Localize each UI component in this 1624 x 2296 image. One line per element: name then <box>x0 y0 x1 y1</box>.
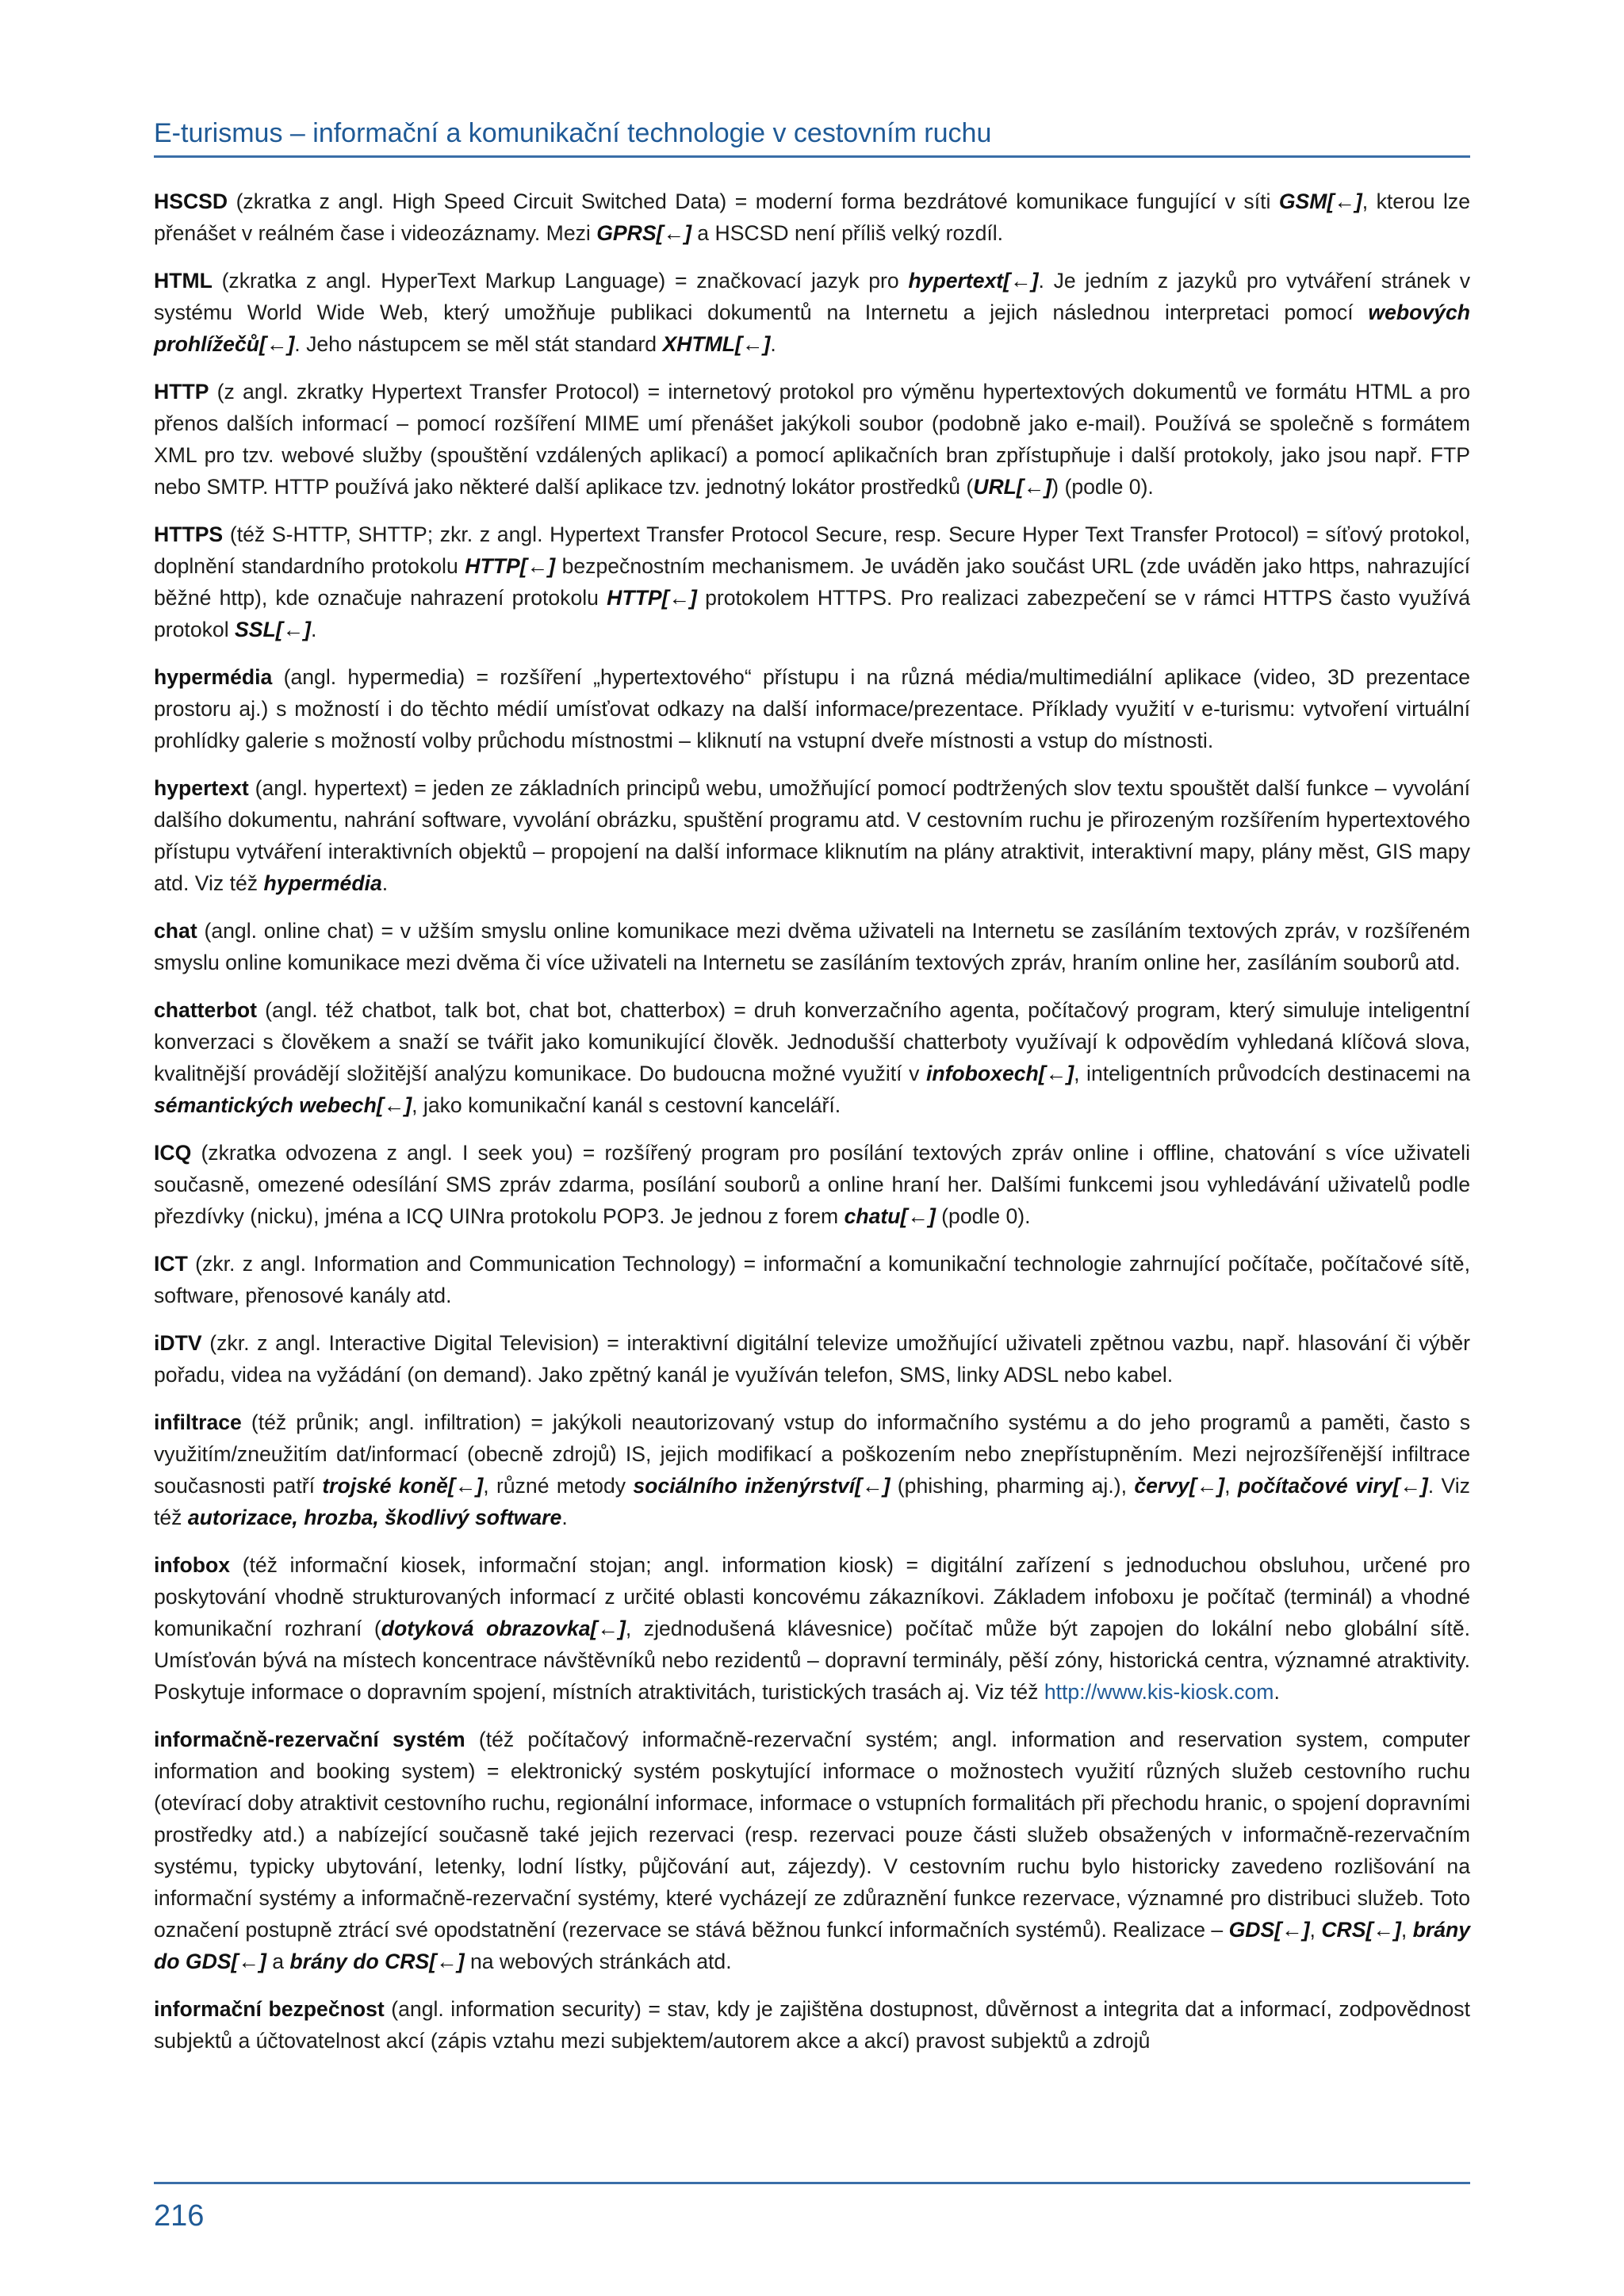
definition-text: . Viz též <box>154 1474 1470 1529</box>
back-arrow-icon: ← <box>862 1474 883 1498</box>
definition-text: (angl. online chat) = v užším smyslu online komunikace mezi dvěma uživateli na Internetu se zasíláním textových zpráv, v rozšířeném smyslu online komunikace mezi dvěma či více uživateli na Internetu se zasíláním textových zpráv, hraním online her, zasíláním souborů atd. <box>154 919 1470 974</box>
page-number: 216 <box>154 2199 205 2233</box>
cross-reference[interactable] <box>926 1062 1074 1085</box>
glossary-term: HTTPS <box>154 522 224 546</box>
glossary-entry <box>154 1549 1470 1708</box>
back-arrow-icon: ← <box>383 1093 405 1117</box>
back-arrow-icon: ← <box>238 1950 259 1973</box>
definition-text: . <box>770 332 776 356</box>
cross-reference[interactable] <box>908 269 1038 293</box>
cross-reference-label: HTTP[ <box>607 586 669 610</box>
definition-text: bezpečnostním mechanismem. Je uváděn jako součást URL (zde uváděn jako https, nahrazující běžné http), kde označuje nahrazení protokolu <box>154 554 1470 610</box>
definition-text: (angl. hypertext) = jeden ze základních principů webu, umožňující pomocí podtržených slov textu spouštět další funkce – vyvolání dalšího dokumentu, nahrání software, vyvolání obrázku, spuštění programu atd. V cestovním ruchu je přirozeným rozšířením hypertextového přístupu vytváření interaktivních objektů – propojení na další informace kliknutím na plány atraktivit, interaktivní mapy, plány měst, GIS mapy atd. Viz též <box>154 776 1470 895</box>
glossary-entry <box>154 1993 1470 2057</box>
cross-reference-label: CRS[ <box>1321 1918 1373 1942</box>
glossary-entry <box>154 186 1470 249</box>
back-arrow-icon: ← <box>907 1204 929 1228</box>
cross-reference[interactable] <box>1134 1474 1224 1498</box>
cross-reference[interactable] <box>1279 189 1362 213</box>
glossary-entry <box>154 1724 1470 1977</box>
cross-reference-label: sémantických webech[ <box>154 1093 384 1117</box>
header-rule <box>154 155 1470 158</box>
cross-reference-label: GSM[ <box>1278 189 1335 213</box>
definition-text: ) (podle 0). <box>1051 475 1154 499</box>
glossary-entry <box>154 265 1470 360</box>
glossary-entry <box>154 772 1470 899</box>
cross-reference[interactable] <box>263 871 381 895</box>
definition-text: (angl. hypermedia) = rozšíření „hypertextového“ přístupu i na různá média/multimediální aplikace (video, 3D prezentace prostoru aj.) s možností i do těchto médií umísťovat odkazy na další informace/prezentace. Příklady využití v e-turismu: vytvoření virtuální prohlídky galerie s možností volby průchodu místnostmi – kliknutí na vstupní dveře místnosti a vstup do místnosti. <box>154 665 1470 752</box>
cross-reference-label: hypermédia <box>263 871 382 895</box>
cross-reference[interactable] <box>1238 1474 1428 1498</box>
back-arrow-icon: ← <box>1023 475 1045 499</box>
definition-text: (též informační kiosek, informační stojan; angl. information kiosk) = digitální zařízení s jednoduchou obsluhou, určené pro poskytování vhodně strukturovaných informací z určité oblasti koncovému zákazníkovi. Základem infoboxu je počítač (terminál) a vhodné komunikační rozhraní ( <box>154 1553 1470 1640</box>
cross-reference-label: webových prohlížečů[ <box>154 300 1470 356</box>
external-link[interactable]: http://www.kis-kiosk.com <box>1044 1680 1274 1704</box>
definition-text: . Je jedním z jazyků pro vytváření stránek v systému World Wide Web, který umožňuje publikaci dokumentů na Internetu a jejich následnou interpretaci pomocí <box>154 269 1471 324</box>
back-arrow-icon: ← <box>663 221 685 245</box>
definition-text: (zkr. z angl. Information and Communication Technology) = informační a komunikační technologie zahrnující počítače, počítačové sítě, software, přenosové kanály atd. <box>154 1252 1470 1307</box>
running-header: E-turismus – informační a komunikační technologie v cestovním ruchu <box>154 118 992 148</box>
definition-text: . <box>311 618 317 641</box>
definition-text: , kterou lze přenášet v reálném čase i videozáznamy. Mezi <box>154 189 1471 245</box>
cross-reference[interactable] <box>188 1506 561 1529</box>
cross-reference-label: červy[ <box>1134 1474 1197 1498</box>
back-arrow-icon: ← <box>454 1474 477 1498</box>
glossary-entry <box>154 376 1470 503</box>
definition-text: (z angl. zkratky Hypertext Transfer Protocol) = internetový protokol pro výměnu hypertextových dokumentů ve formátu HTML a pro přenos dalších informací – pomocí rozšíření MIME umí přenášet jakýkoli soubor (podobně jako e-mail). Používá se společně s formátem XML pro tzv. webové služby (spouštění vzdálených aplikací) a pomocí aplikačních bran zpřístupňuje i další protokoly, jako jsou např. FTP nebo SMTP. HTTP používá jako některé další aplikace tzv. jednotný lokátor prostředků ( <box>154 380 1470 499</box>
glossary-entry <box>154 1137 1470 1232</box>
cross-reference-bracket: ] <box>1393 1918 1401 1942</box>
cross-reference-label: trojské koně[ <box>322 1474 455 1498</box>
cross-reference-label: chatu[ <box>844 1204 908 1228</box>
cross-reference[interactable] <box>381 1617 626 1640</box>
back-arrow-icon: ← <box>741 332 764 356</box>
definition-text: (angl. též chatbot, talk bot, chat bot, chatterbox) = druh konverzačního agenta, počítačový program, který simuluje inteligentní konverzaci s člověkem a snaží se tvářit jako komunikující člověk. Jednodušší chatterboty využívají k odpovědím vyhledaná klíčová slova, kvalitnější provádějí složitější analýzu komunikace. Do budoucna možné využití v <box>154 998 1470 1085</box>
cross-reference-bracket: ] <box>259 1950 266 1973</box>
back-arrow-icon: ← <box>1373 1918 1394 1942</box>
cross-reference-label: autorizace, hrozba, škodlivý software <box>187 1506 562 1529</box>
cross-reference-label: GDS[ <box>1228 1918 1282 1942</box>
back-arrow-icon: ← <box>1010 269 1032 293</box>
definition-text: a HSCSD není příliš velký rozdíl. <box>691 221 1004 245</box>
definition-text: (též průnik; angl. infiltration) = jakýkoli neautorizovaný vstup do informačního systému a do jeho programů a paměti, často s využitím/zneužitím dat/informací (obecně zdrojů) IS, jejich modifikací a poškozením nebo znepřístupněním. Mezi nejrozšířenější infiltrace současnosti patří <box>154 1410 1470 1498</box>
cross-reference-label: brány do CRS[ <box>289 1950 437 1973</box>
back-arrow-icon: ← <box>668 586 691 610</box>
definition-text: na webových stránkách atd. <box>464 1950 732 1973</box>
cross-reference-bracket: ] <box>1067 1062 1074 1085</box>
cross-reference[interactable] <box>845 1204 936 1228</box>
cross-reference[interactable] <box>154 1093 412 1117</box>
cross-reference-bracket: ] <box>1217 1474 1225 1498</box>
cross-reference-label: infoboxech[ <box>925 1062 1046 1085</box>
glossary-term: infiltrace <box>154 1410 242 1434</box>
definition-text: (podle 0). <box>935 1204 1031 1228</box>
back-arrow-icon: ← <box>266 332 288 356</box>
back-arrow-icon: ← <box>597 1617 619 1640</box>
cross-reference[interactable] <box>596 221 691 245</box>
glossary-entry <box>154 994 1470 1121</box>
definition-text: (zkratka z angl. High Speed Circuit Switched Data) = moderní forma bezdrátové komunikace fungující v síti <box>228 189 1279 213</box>
back-arrow-icon: ← <box>527 554 549 578</box>
cross-reference[interactable] <box>1321 1918 1400 1942</box>
cross-reference-bracket: ] <box>690 586 697 610</box>
definition-text: , inteligentních průvodcích destinacemi na <box>1074 1062 1470 1085</box>
definition-text: (zkratka odvozena z angl. I seek you) = rozšířený program pro posílání textových zpráv online i offline, chatování s více uživateli současně, omezené odesílání SMS zpráv zdarma, posílání souborů a online hraní her. Dalšími funkcemi jsou vyhledávání uživatelů podle přezdívky (nicku), jména a ICQ UINra protokolu POP3. Je jednou z forem <box>154 1141 1470 1228</box>
glossary-term: infobox <box>154 1553 231 1577</box>
glossary-term: ICQ <box>154 1141 192 1165</box>
cross-reference[interactable] <box>973 475 1051 499</box>
cross-reference-bracket: ] <box>883 1474 891 1498</box>
cross-reference-label: GPRS[ <box>596 221 664 245</box>
glossary-term: hypermédia <box>154 665 273 689</box>
cross-reference-bracket: ] <box>1354 189 1362 213</box>
definition-text: protokolem HTTPS. Pro realizaci zabezpečení se v rámci HTTPS často využívá protokol <box>154 586 1471 641</box>
cross-reference-bracket: ] <box>548 554 556 578</box>
footer-rule <box>154 2182 1470 2184</box>
glossary-term: HSCSD <box>154 189 228 213</box>
cross-reference-bracket: ] <box>457 1950 465 1973</box>
glossary-term: HTML <box>154 269 213 293</box>
glossary-body <box>154 186 1470 2072</box>
definition-text: , <box>1224 1474 1238 1498</box>
glossary-term: informační bezpečnost <box>154 1997 385 2021</box>
definition-text: , jako komunikační kanál s cestovní kanceláří. <box>412 1093 841 1117</box>
definition-text: (zkratka z angl. HyperText Markup Language) = značkovací jazyk pro <box>212 269 909 293</box>
back-arrow-icon: ← <box>1334 189 1355 213</box>
glossary-term: informačně-rezervační systém <box>154 1728 465 1751</box>
glossary-entry <box>154 519 1470 645</box>
definition-text: . <box>381 871 389 895</box>
cross-reference-label: brány do GDS[ <box>154 1918 1471 1973</box>
cross-reference-bracket: ] <box>304 618 312 641</box>
back-arrow-icon: ← <box>1045 1062 1067 1085</box>
glossary-term: chat <box>154 919 197 943</box>
definition-text: , zjednodušená klávesnice) počítač může být zapojen do lokální nebo globální sítě. Umísťován bývá na místech koncentrace návštěvníků nebo rezidentů – dopravní terminály, pěší zóny, historická centra, významné atraktivity. Poskytuje informace o dopravním spojení, místních atraktivitách, turistických trasách aj. Viz též <box>154 1617 1470 1704</box>
definition-text: (zkr. z angl. Interactive Digital Television) = interaktivní digitální televize umožňující uživateli zpětnou vazbu, např. hlasování či výběr pořadu, videa na vyžádání (on demand). Jako zpětný kanál je využíván telefon, SMS, linky ADSL nebo kabel. <box>154 1331 1470 1387</box>
glossary-term: hypertext <box>154 776 249 800</box>
cross-reference[interactable] <box>235 618 311 641</box>
cross-reference-label: hypertext[ <box>908 269 1011 293</box>
cross-reference-bracket: ] <box>928 1204 936 1228</box>
back-arrow-icon: ← <box>436 1950 458 1973</box>
cross-reference-bracket: ] <box>684 221 691 245</box>
definition-text: , různé metody <box>483 1474 634 1498</box>
cross-reference-bracket: ] <box>619 1617 626 1640</box>
glossary-entry <box>154 1248 1470 1311</box>
glossary-entry <box>154 661 1470 756</box>
glossary-entry <box>154 1406 1470 1533</box>
back-arrow-icon: ← <box>1196 1474 1218 1498</box>
cross-reference-bracket: ] <box>404 1093 412 1117</box>
glossary-entry <box>154 915 1470 978</box>
glossary-term: ICT <box>154 1252 188 1276</box>
cross-reference[interactable] <box>465 554 555 578</box>
cross-reference-bracket: ] <box>1044 475 1052 499</box>
definition-text: , <box>1309 1918 1322 1942</box>
definition-text: . <box>1274 1680 1280 1704</box>
cross-reference-bracket: ] <box>476 1474 484 1498</box>
cross-reference[interactable] <box>633 1474 890 1498</box>
definition-text: , <box>1400 1918 1413 1942</box>
definition-text: . Jeho nástupcem se měl stát standard <box>294 332 663 356</box>
cross-reference[interactable] <box>662 332 770 356</box>
back-arrow-icon: ← <box>282 618 304 641</box>
definition-text: (též počítačový informačně-rezervační systém; angl. information and reservation system, computer information and booking system) = elektronický systém poskytující informace o možnostech využití různých služeb cestovního ruchu (otevírací doby atraktivit cestovního ruchu, regionální informace, informace o vstupních formalitách při přechodu hranic, o spojení dopravními prostředky atd.) a nabízející současně také jejich rezervaci (resp. rezervaci pouze části služeb obsažených v informačně-rezervačním systému, typicky ubytování, letenky, lodní lístky, půjčování aut, zájezdy). V cestovním ruchu bylo historicky zavedeno rozlišování na informační systémy a informačně-rezervační systémy, které vycházejí ze zdůraznění funkce rezervace, významné pro distribuci služeb. Toto označení postupně ztrácí své opodstatnění (rezervace se stává běžnou funkcí informačních systémů). Realizace – <box>154 1728 1470 1942</box>
cross-reference-label: dotyková obrazovka[ <box>381 1617 598 1640</box>
cross-reference-bracket: ] <box>1031 269 1039 293</box>
cross-reference-label: SSL[ <box>235 618 283 641</box>
glossary-term: chatterbot <box>154 998 258 1022</box>
back-arrow-icon: ← <box>1281 1918 1303 1942</box>
glossary-term: iDTV <box>154 1331 202 1355</box>
cross-reference-label: sociálního inženýrství[ <box>633 1474 863 1498</box>
cross-reference-bracket: ] <box>1420 1474 1428 1498</box>
glossary-entry <box>154 1327 1470 1391</box>
cross-reference-bracket: ] <box>1302 1918 1310 1942</box>
cross-reference[interactable] <box>322 1474 483 1498</box>
cross-reference-label: XHTML[ <box>662 332 742 356</box>
definition-text: (též S-HTTP, SHTTP; zkr. z angl. Hypertext Transfer Protocol Secure, resp. Secure Hyper Text Transfer Protocol) = síťový protokol, doplnění standardního protokolu <box>154 522 1470 578</box>
cross-reference-label: URL[ <box>973 475 1024 499</box>
cross-reference[interactable] <box>1229 1918 1310 1942</box>
cross-reference-label: počítačové viry[ <box>1237 1474 1400 1498</box>
cross-reference-bracket: ] <box>763 332 771 356</box>
cross-reference[interactable] <box>607 586 697 610</box>
cross-reference-bracket: ] <box>287 332 295 356</box>
definition-text: . <box>561 1506 568 1529</box>
glossary-term: HTTP <box>154 380 209 404</box>
cross-reference-label: HTTP[ <box>465 554 527 578</box>
definition-text: a <box>266 1950 290 1973</box>
cross-reference[interactable] <box>289 1950 464 1973</box>
back-arrow-icon: ← <box>1400 1474 1421 1498</box>
definition-text: (phishing, pharming aj.), <box>890 1474 1135 1498</box>
definition-text: (angl. information security) = stav, kdy je zajištěna dostupnost, důvěrnost a integrita dat a informací, zodpovědnost subjektů a účtovatelnost akcí (zápis vztahu mezi subjektem/autorem akce a akcí) pravost subjektů a zdrojů <box>154 1997 1470 2053</box>
